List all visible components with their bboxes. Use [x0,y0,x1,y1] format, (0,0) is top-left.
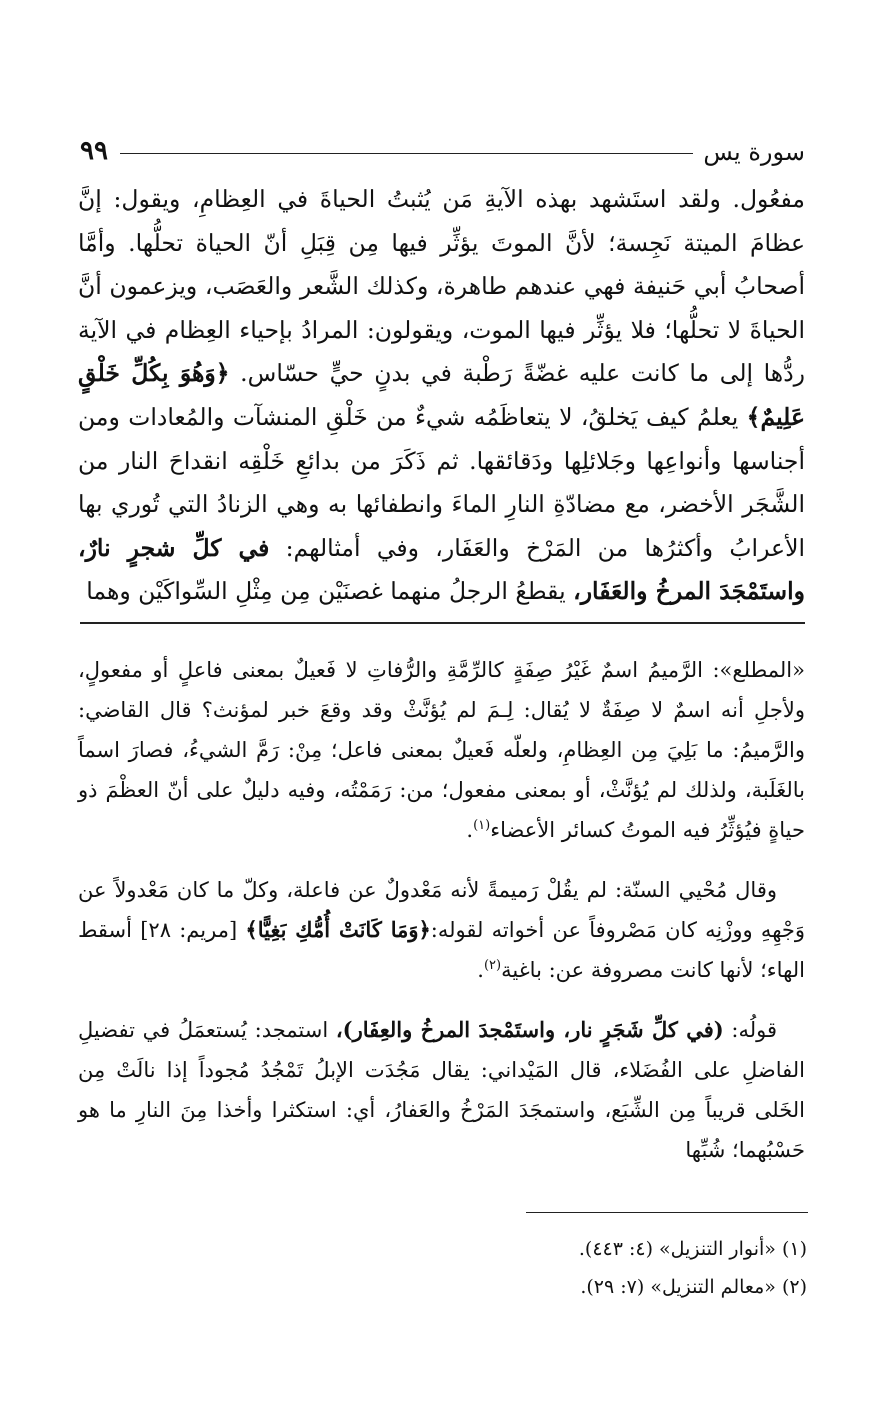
footnote-1 [80,1230,807,1268]
surah-title: سورة يس [703,138,805,166]
main-text-part2: يعلمُ كيف يَخلقُ، لا يتعاظَمُه شيءٌ من خَلْقِ المنشآت والمُعادات ومن أجناسها وأنواعِها وجَلائلِها ودَقائقها. ثم ذَكَرَ من بدائعِ خَلْقِه انقداحَ النار من الشَّجَر الأخضر، مع مضادّةِ النارِ الماءَ وانطفائها به وهي الزنادُ التي تُوري بها الأعرابُ وأكثرُها من المَرْخ والعَفَار، وفي أمثالهم: [78,402,806,562]
running-header [80,122,805,166]
commentary-text: [مريم: ٢٨] أسقط الهاء؛ لأنها كانت مصروفة عن: باغية [78,918,805,982]
proverb: في كلِّ شجرٍ نارٌ، واستَمْجَدَ المرخُ والعَفَار، [78,533,805,606]
commentary-text: «المطلع»: الرَّميمُ اسمٌ غَيْرُ صِفَةٍ كالرِّمَّةِ والرُّفاتِ لا فَعيلٌ بمعنى فاعلٍ أو مفعولٍ، ولأجلِ أنه اسمٌ لا صِفَةٌ لا يُقال: لِـمَ لم يُؤنَّثْ وقد وقعَ خبر لمؤنث؟ قال القاضي: والرَّميمُ: ما بَلِيَ مِن العِظامِ، ولعلّه فَعيلٌ بمعنى فاعل؛ مِنْ: رَمَّ الشيءُ، فصارَ اسماً بالغَلَبة، ولذلك لم يُؤنَّثْ، أو بمعنى مفعول؛ من: رَمَمْتُه، وفيه دليلٌ على أنّ العظْمَ ذو حياةٍ فيُؤثِّرُ فيه الموتُ كسائر الأعضاء [78,658,805,842]
footnote-separator [526,1212,808,1213]
page-number: ٩٩ [80,136,108,166]
quran-verse: ﴿وَمَا كَانَتْ أُمُّكِ بَغِيًّا﴾ [245,917,431,942]
footnotes [80,1230,807,1306]
commentary-paragraph-3 [78,1010,805,1170]
main-paragraph [78,178,805,614]
commentary-text: استمجد: يُستعمَلُ في تفضيلِ الفاضلِ على الفُضَلاء، قال المَيْداني: يقال مَجُدَت الإبلُ تَمْجُدُ مُجوداً إذا نالَتْ مِن الخَلى قريباً مِن الشِّبَع، واستمجَدَ المَرْخُ والعَفارُ، أي: استكثرا وأخذا مِنَ النارِ ما هو حَسْبُهما؛ شُبِّها [78,1018,805,1162]
commentary-paragraph-2: وقال مُحْيي السنّة: لم يقُلْ رَميمةً لأنه مَعْدولٌ عن فاعلة، وكلّ ما كان مَعْدولاً عن وَجْهِهِ ووزْنِه كان مَصْروفاً عن أخواته لقوله:﴿وَمَا كَانَتْ أُمُّكِ بَغِيًّا﴾ [مريم: ٢٨] أسقط الهاء؛ لأنها كانت مصروفة عن: باغية$^{(٢)}$. [78,878,805,982]
footnote-text: «أنوار التنزيل» (٤: ٤٤٣). [578,1238,776,1260]
main-text-part1: مفعُول. ولقد استَشهد بهذه الآيةِ مَن يُثبتُ الحياةَ في العِظامِ، ويقول: إنَّ عظامَ الميتة نَجِسة؛ لأنَّ الموتَ يؤثِّر فيها مِن قِبَلِ أنّ الحياة تحلُّها. وأمَّا أصحابُ أبي حَنيفة فهي عندهم طاهرة، وكذلك الشَّعر والعَصَب، ويزعمون أنَّ الحياةَ لا تحلُّها؛ فلا يؤثِّر فيها الموت، ويقولون: المرادُ بإحياء العِظام في الآية ردُّها إلى ما كانت عليه غضّةً رَطْبة في بدنٍ حيٍّ حسّاس. [78,185,806,388]
quran-verse: ﴿وَهُوَ بِكُلِّ خَلْقٍ عَلِيمٌ﴾ [78,359,805,431]
footnote-ref-2: (٢) [483,958,502,973]
header-rule [120,153,693,154]
commentary-section [78,650,805,1190]
footnote-2 [80,1268,807,1306]
quoted-phrase: (في كلِّ شَجَرٍ نار، واستَمْجدَ المرخُ والعِفَار)، [335,1017,724,1042]
footnote-text: «معالم التنزيل» (٧: ٢٩). [580,1276,776,1298]
footnote-number: (٢) [781,1276,807,1298]
main-text [78,178,805,614]
footnote-number: (١) [781,1238,807,1260]
commentary-text: قولُه: [731,1018,778,1042]
footnote-ref-1: (١) [473,818,491,833]
commentary-separator [80,622,805,624]
commentary-text: وقال مُحْيي السنّة: لم يقُلْ رَميمةً لأنه مَعْدولٌ عن فاعلة، وكلّ ما كان مَعْدولاً عن وَجْهِهِ ووزْنِه كان مَصْروفاً عن أخواته لقوله: [78,878,805,942]
main-text-part3: يقطعُ الرجلُ منهما غصنَيْن مِن مِثْلِ السِّواكَيْن وهما [86,577,566,606]
commentary-paragraph-1: «المطلع»: الرَّميمُ اسمٌ غَيْرُ صِفَةٍ كالرِّمَّةِ والرُّفاتِ لا فَعيلٌ بمعنى فاعلٍ أو مفعولٍ، ولأجلِ أنه اسمٌ لا صِفَةٌ لا يُقال: لِـمَ لم يُؤنَّثْ وقد وقعَ خبر لمؤنث؟ قال القاضي: والرَّميمُ: ما بَلِيَ مِن العِظامِ، ولعلّه فَعيلٌ بمعنى فاعل؛ مِنْ: رَمَّ الشيءُ، فصارَ اسماً بالغَلَبة، ولذلك لم يُؤنَّثْ، أو بمعنى مفعول؛ من: رَمَمْتُه، وفيه دليلٌ على أنّ العظْمَ ذو حياةٍ فيُؤثِّرُ فيه الموتُ كسائر الأعضاء$^{(١)}$. [78,658,805,842]
